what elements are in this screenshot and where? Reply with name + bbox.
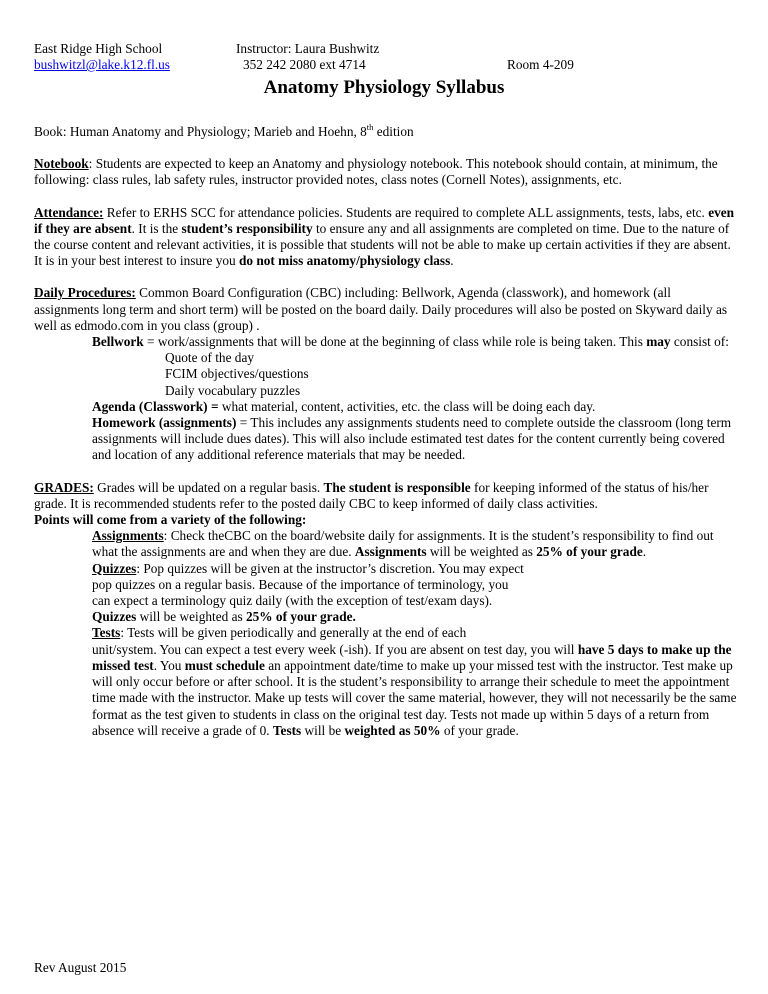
tests-item: Tests: Tests will be given periodically and generally at the end of each unit/system. You can expect a test every week (-ish). If you are absent on test day, you will have 5 days to make up the missed test. You must schedule an appointment date/time to make up your missed test with the instructor. Test make up will only occur before or after school. It is the student’s responsibility to arrange their schedule to meet the appointment time made with the instructor. Make up tests will cover the same material, however, they will not necessarily be the same format as the test given to students in class on the original test day. Tests not made up within 5 days of a return from absence will receive a grade of 0. Tests will be weighted as 50% of your grade. xyxy=(92,625,737,738)
syllabus-body xyxy=(34,121,738,739)
revision-footer: Rev August 2015 xyxy=(34,960,127,975)
instructor-phone: 352 242 2080 ext 4714 xyxy=(243,57,366,72)
grades-section: GRADES: Grades will be updated on a regular basis. The student is responsible for keeping informed of the status of his/her grade. It is recommended students refer to the posted daily CBC to keep informed of daily class activities. xyxy=(34,479,709,511)
school-name: East Ridge High School xyxy=(34,41,163,56)
notebook-heading: Notebook xyxy=(34,156,89,172)
agenda-item: Agenda (Classwork) = what material, content, activities, etc. the class will be doing each day. xyxy=(92,398,596,414)
daily-procedures-heading: Daily Procedures: xyxy=(34,285,136,301)
book-line: Book: Human Anatomy and Physiology; Marieb and Hoehn, 8th edition xyxy=(34,121,414,139)
daily-procedures-section: Daily Procedures: Common Board Configuration (CBC) including: Bellwork, Agenda (classwork), and homework (all assignments long term and short term) will be posted on the board daily. Daily procedures will also be posted on Skyward daily as well as edmodo.com in you class (group) . xyxy=(34,285,728,333)
bellwork-list-item: Quote of the day xyxy=(165,350,254,366)
notebook-section: Notebook: Students are expected to keep an Anatomy and physiology notebook. This notebook should contain, at minimum, the following: class rules, lab safety rules, instructor provided notes, class notes (Cornell Notes), assignments, etc. xyxy=(34,156,718,188)
bellwork-item: Bellwork = work/assignments that will be done at the beginning of class while role is being taken. This may consist of: xyxy=(92,334,729,350)
instructor-email-link[interactable]: bushwitzl@lake.k12.fl.us xyxy=(34,57,170,72)
homework-item: Homework (assignments) = This includes any assignments students need to complete outside the classroom (long term assignments will include dues dates). This will also include estimated test dates for the content currently being covered and location of any additional reference materials that may be needed. xyxy=(92,415,732,463)
attendance-section: Attendance: Refer to ERHS SCC for attendance policies. Students are required to complete ALL assignments, tests, labs, etc. even if they are absent. It is the student’s responsibility to ensure any and all assignments are completed on time. Due to the nature of the course content and relevant activities, it is possible that students will not be able to make up certain activities if they are absent. It is in your best interest to insure you do not miss anatomy/physiology class. xyxy=(34,204,735,269)
points-heading: Points will come from a variety of the following: xyxy=(34,512,307,528)
quizzes-item: Quizzes: Pop quizzes will be given at the instructor’s discretion. You may expect pop quizzes on a regular basis. Because of the importance of terminology, you can expect a terminology quiz daily (with the exception of test/exam days). Quizzes will be weighted as 25% of your grade. xyxy=(92,560,524,625)
page-title: Anatomy Physiology Syllabus xyxy=(263,77,505,98)
bellwork-list-item: FCIM objectives/questions xyxy=(165,366,309,382)
instructor-name: Instructor: Laura Bushwitz xyxy=(236,41,380,56)
attendance-heading: Attendance: xyxy=(34,204,104,220)
room-number: Room 4-209 xyxy=(507,57,574,72)
grades-heading: GRADES: xyxy=(34,479,94,495)
bellwork-list-item: Daily vocabulary puzzles xyxy=(165,382,301,398)
header-center xyxy=(236,41,379,73)
assignments-item: Assignments: Check theCBC on the board/website daily for assignments. It is the student’s responsibility to find out what the assignments are and when they are due. Assignments will be weighted as 25% of your grade. xyxy=(92,528,714,560)
header-left xyxy=(34,41,170,73)
